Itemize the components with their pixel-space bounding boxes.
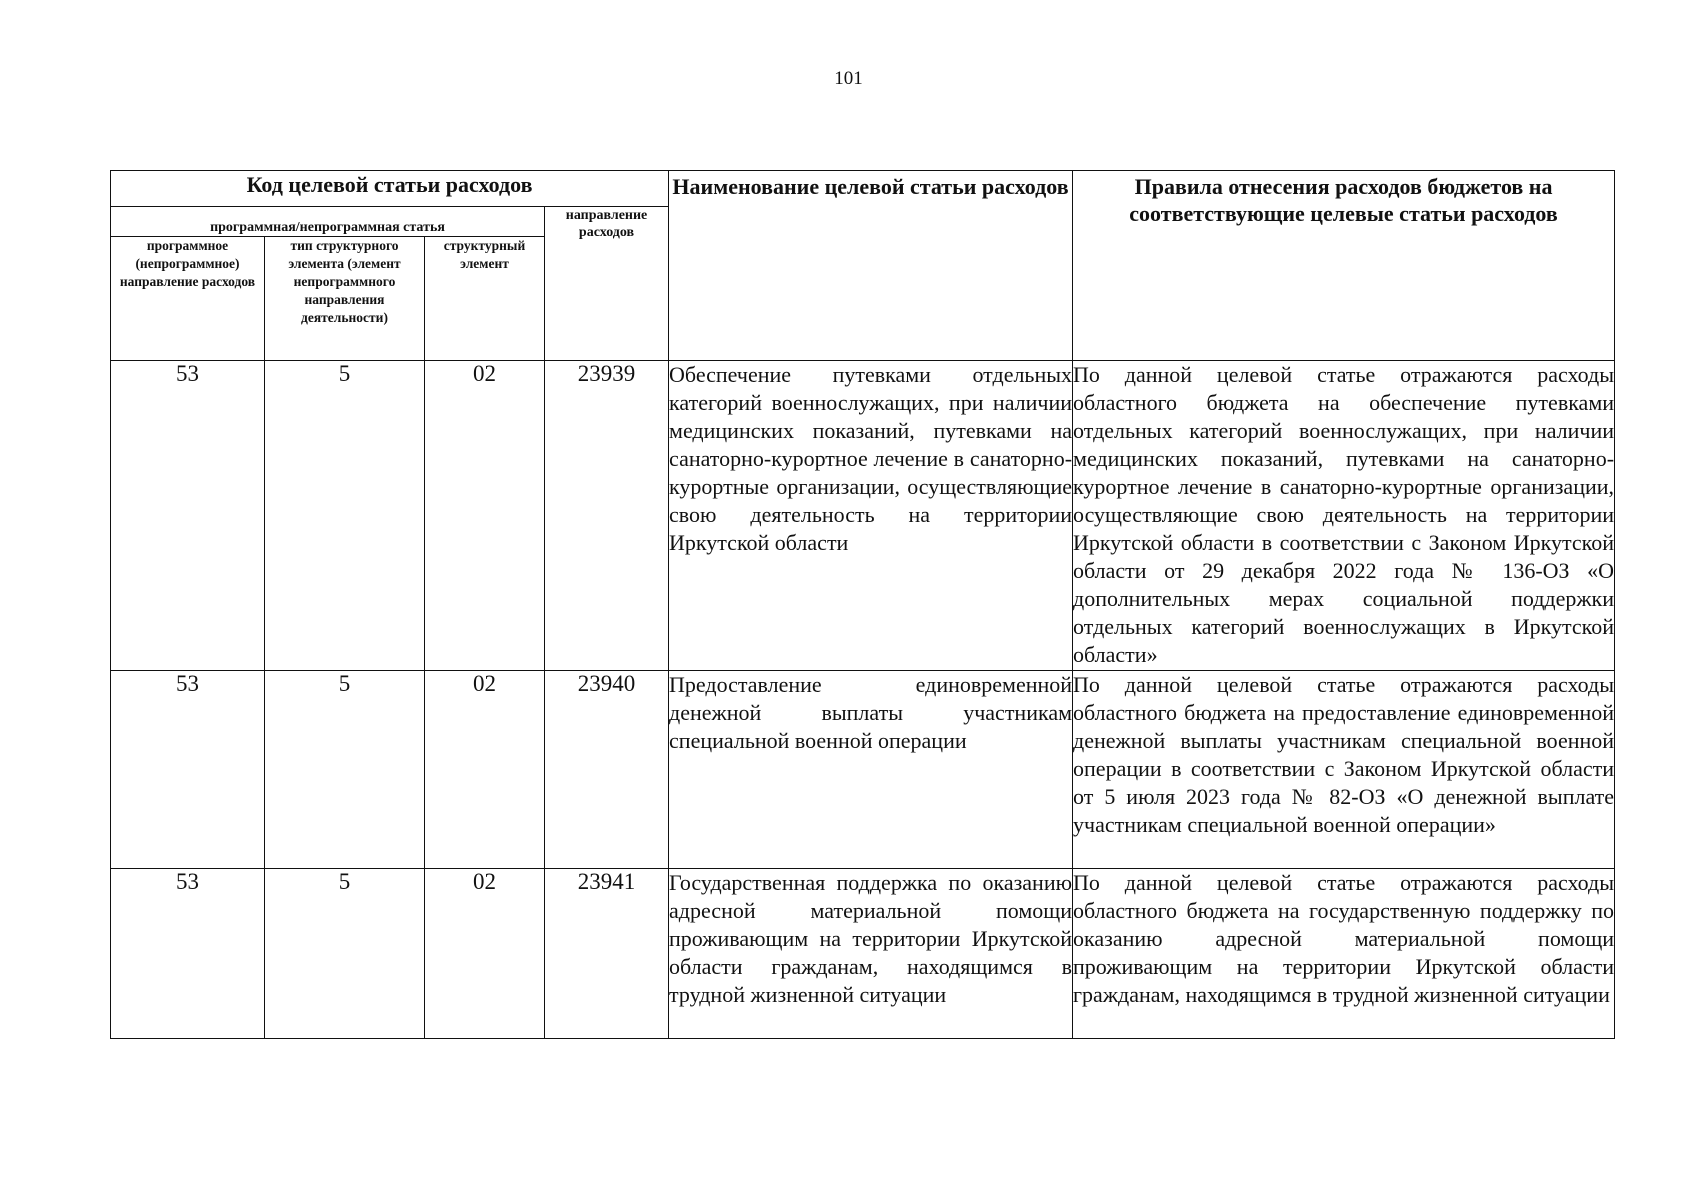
row-name: Предоставление единовременной денежной выплаты участникам специальной военной операции bbox=[669, 671, 1073, 869]
row-element-code: 02 bbox=[425, 671, 545, 869]
row-direction-code: 23939 bbox=[545, 361, 669, 671]
header-expense-direction: направление расходов bbox=[545, 207, 669, 361]
row-type-code: 5 bbox=[265, 361, 425, 671]
header-name: Наименование целевой статьи расходов bbox=[669, 171, 1073, 361]
page-number: 101 bbox=[834, 68, 863, 89]
row-rule: По данной целевой статье отражаются расходы областного бюджета на обеспечение путевками отдельных категорий военнослужащих, при наличии медицинских показаний, путевками на санаторно-курортное лечение в санаторно-курортные организации, осуществляющие свою деятельность на территории Иркутской области в соответствии с Законом Иркутской области от 29 декабря 2022 года № 136-ОЗ «О дополнительных мерах социальной поддержки отдельных категорий военнослужащих в Иркутской области» bbox=[1073, 361, 1615, 671]
header-element-type: тип структурного элемента (элемент непрограммного направления деятельности) bbox=[265, 237, 425, 361]
row-type-code: 5 bbox=[265, 869, 425, 1039]
row-name: Государственная поддержка по оказанию адресной материальной помощи проживающим на территории Иркутской области гражданам, находящимся в трудной жизненной ситуации bbox=[669, 869, 1073, 1039]
table-row bbox=[111, 671, 1615, 869]
row-program-code: 53 bbox=[111, 361, 265, 671]
row-direction-code: 23941 bbox=[545, 869, 669, 1039]
row-program-code: 53 bbox=[111, 869, 265, 1039]
row-rule: По данной целевой статье отражаются расходы областного бюджета на предоставление единовременной денежной выплаты участникам специальной военной операции в соответствии с Законом Иркутской области от 5 июля 2023 года № 82-ОЗ «О денежной выплате участникам специальной военной операции» bbox=[1073, 671, 1615, 869]
table-row bbox=[111, 361, 1615, 671]
header-program-group: программная/непрограммная статья bbox=[111, 207, 545, 237]
header-program-direction: программное (непрограммное) направление расходов bbox=[111, 237, 265, 361]
row-element-code: 02 bbox=[425, 361, 545, 671]
row-name: Обеспечение путевками отдельных категорий военнослужащих, при наличии медицинских показаний, путевками на санаторно-курортное лечение в санаторно-курортные организации, осуществляющие свою деятельность на территории Иркутской области bbox=[669, 361, 1073, 671]
row-program-code: 53 bbox=[111, 671, 265, 869]
table-row bbox=[111, 869, 1615, 1039]
row-direction-code: 23940 bbox=[545, 671, 669, 869]
header-code-group: Код целевой статьи расходов bbox=[111, 171, 669, 207]
row-type-code: 5 bbox=[265, 671, 425, 869]
header-element: структурный элемент bbox=[425, 237, 545, 361]
header-rules: Правила отнесения расходов бюджетов на соответствующие целевые статьи расходов bbox=[1073, 171, 1615, 361]
row-rule: По данной целевой статье отражаются расходы областного бюджета на государственную поддержку по оказанию адресной материальной помощи проживающим на территории Иркутской области гражданам, находящимся в трудной жизненной ситуации bbox=[1073, 869, 1615, 1039]
row-element-code: 02 bbox=[425, 869, 545, 1039]
target-expense-table bbox=[110, 170, 1615, 1039]
